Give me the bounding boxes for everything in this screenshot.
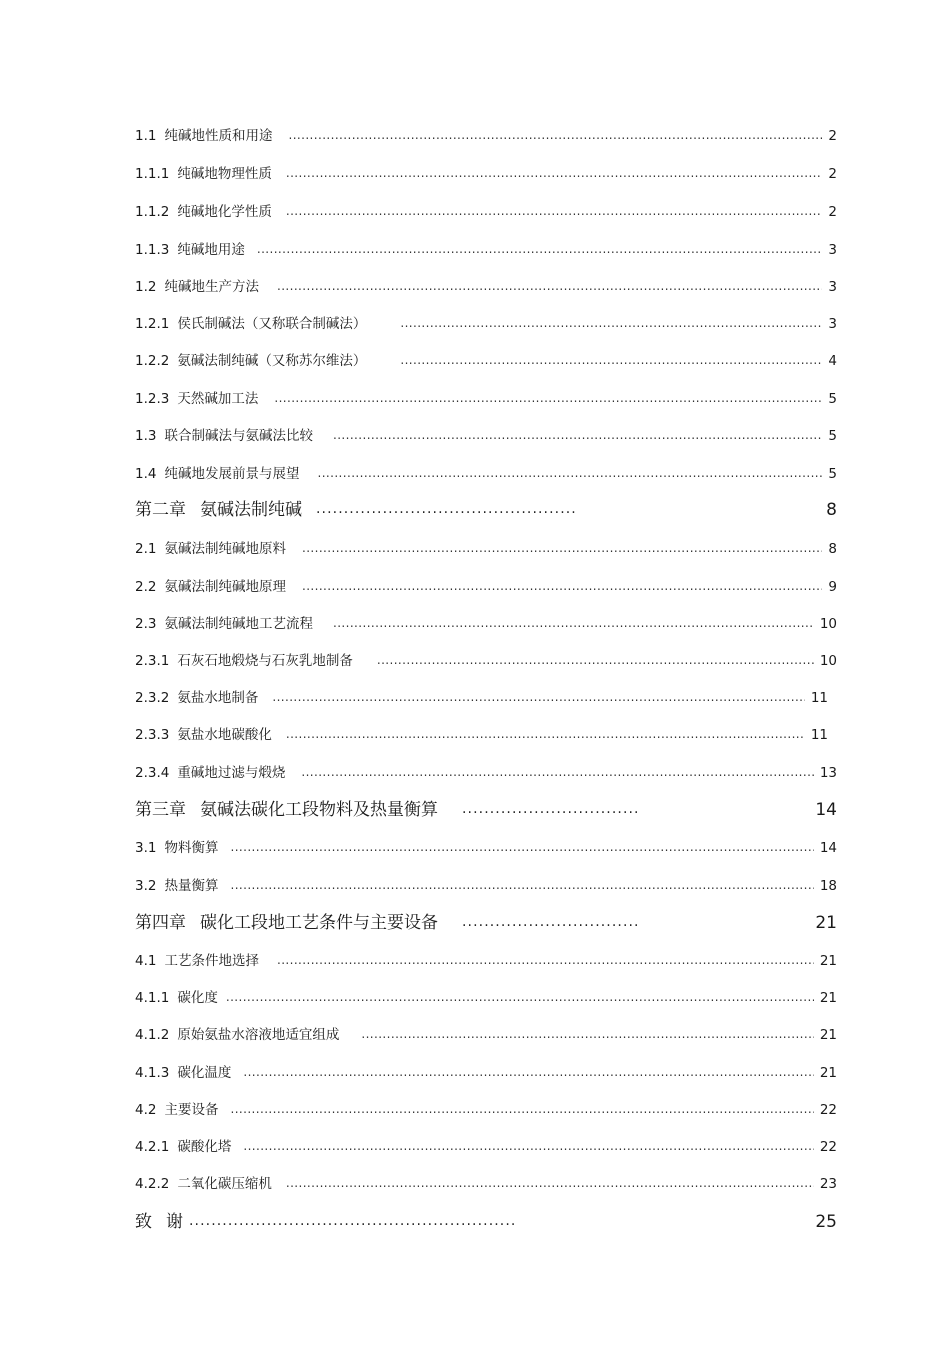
page-number: 5 bbox=[828, 466, 837, 482]
toc-entry-label: 4.2.1 碳酸化塔 bbox=[135, 1139, 232, 1155]
dot-leader bbox=[226, 986, 814, 1006]
toc-entry-label: 2.3.2 氨盐水地制备 bbox=[135, 690, 259, 706]
dot-leader bbox=[462, 796, 637, 820]
toc-chapter-label: 第三章 氨碱法碳化工段物料及热量衡算 bbox=[135, 800, 438, 820]
page-number: 25 bbox=[815, 1212, 837, 1232]
toc-entry[interactable] bbox=[135, 874, 837, 894]
page-number: 3 bbox=[828, 279, 837, 295]
page-number: 10 bbox=[819, 653, 837, 669]
toc-entry-label: 2.3.1 石灰石地煅烧与石灰乳地制备 bbox=[135, 653, 353, 669]
toc-chapter[interactable] bbox=[135, 496, 837, 520]
page-number: 21 bbox=[819, 953, 837, 969]
dot-leader bbox=[302, 575, 822, 595]
page-number: 3 bbox=[828, 242, 837, 258]
toc-entry[interactable] bbox=[135, 575, 837, 595]
toc-entry[interactable] bbox=[135, 200, 837, 220]
toc-entry[interactable] bbox=[135, 1135, 837, 1155]
page-number: 21 bbox=[815, 913, 837, 933]
dot-leader bbox=[243, 1061, 813, 1081]
dot-leader bbox=[316, 496, 576, 520]
page-number: 22 bbox=[819, 1102, 837, 1118]
toc-entry-label: 1.3 联合制碱法与氨碱法比较 bbox=[135, 428, 313, 444]
page-number: 22 bbox=[819, 1139, 837, 1155]
toc-entry[interactable] bbox=[135, 238, 837, 258]
toc-entry-label: 2.1 氨碱法制纯碱地原料 bbox=[135, 541, 286, 557]
toc-entry-label: 1.1.2 纯碱地化学性质 bbox=[135, 204, 272, 220]
toc-chapter-label: 第四章 碳化工段地工艺条件与主要设备 bbox=[135, 913, 438, 933]
page-number: 2 bbox=[828, 128, 837, 144]
toc-entry[interactable] bbox=[135, 612, 837, 632]
toc-entry-label: 1.2 纯碱地生产方法 bbox=[135, 279, 259, 295]
page-number: 2 bbox=[828, 166, 837, 182]
toc-entry-label: 2.3.3 氨盐水地碳酸化 bbox=[135, 727, 272, 743]
page-number: 13 bbox=[819, 765, 837, 781]
dot-leader bbox=[361, 1023, 813, 1043]
page-number: 8 bbox=[826, 500, 837, 520]
toc-chapter[interactable] bbox=[135, 1208, 837, 1232]
toc-entry[interactable] bbox=[135, 275, 837, 295]
page-number: 4 bbox=[828, 353, 837, 369]
page-number: 21 bbox=[819, 1027, 837, 1043]
page-number: 11 bbox=[810, 727, 828, 743]
toc-entry-label: 1.1 纯碱地性质和用途 bbox=[135, 128, 273, 144]
page-number: 18 bbox=[819, 878, 837, 894]
toc-entry-label: 1.1.3 纯碱地用途 bbox=[135, 242, 245, 258]
toc-entry-label: 4.1.3 碳化温度 bbox=[135, 1065, 232, 1081]
toc-entry[interactable] bbox=[135, 424, 837, 444]
dot-leader bbox=[272, 686, 804, 706]
page-number: 14 bbox=[819, 840, 837, 856]
toc-entry-label: 2.3 氨碱法制纯碱地工艺流程 bbox=[135, 616, 313, 632]
toc-entry[interactable] bbox=[135, 686, 828, 706]
toc-entry[interactable] bbox=[135, 1172, 837, 1192]
toc-entry[interactable] bbox=[135, 387, 837, 407]
toc-entry[interactable] bbox=[135, 723, 828, 743]
toc-entry[interactable] bbox=[135, 836, 837, 856]
toc-entry-label: 4.1.1 碳化度 bbox=[135, 990, 218, 1006]
toc-chapter-label: 致 谢 bbox=[135, 1212, 183, 1232]
dot-leader bbox=[286, 723, 805, 743]
toc-entry-label: 1.2.2 氨碱法制纯碱（又称苏尔维法） bbox=[135, 353, 367, 369]
dot-leader bbox=[288, 124, 822, 144]
page-number: 5 bbox=[828, 428, 837, 444]
dot-leader bbox=[302, 537, 822, 557]
toc-entry[interactable] bbox=[135, 649, 837, 669]
dot-leader bbox=[400, 349, 822, 369]
toc-entry-label: 2.2 氨碱法制纯碱地原理 bbox=[135, 579, 286, 595]
page-number: 21 bbox=[819, 1065, 837, 1081]
dot-leader bbox=[286, 1172, 814, 1192]
page-number: 3 bbox=[828, 316, 837, 332]
toc-entry-label: 1.2.1 侯氏制碱法（又称联合制碱法） bbox=[135, 316, 367, 332]
toc-entry[interactable] bbox=[135, 1098, 837, 1118]
toc-chapter[interactable] bbox=[135, 909, 837, 933]
toc-entry[interactable] bbox=[135, 1061, 837, 1081]
toc-entry-label: 3.1 物料衡算 bbox=[135, 840, 219, 856]
toc-entry[interactable] bbox=[135, 1023, 837, 1043]
dot-leader bbox=[257, 238, 823, 258]
toc-chapter[interactable] bbox=[135, 796, 837, 820]
page-number: 21 bbox=[819, 990, 837, 1006]
toc-entry[interactable] bbox=[135, 761, 837, 781]
dot-leader bbox=[317, 462, 822, 482]
page-number: 23 bbox=[819, 1176, 837, 1192]
dot-leader bbox=[286, 162, 823, 182]
dot-leader bbox=[277, 275, 822, 295]
dot-leader bbox=[462, 909, 637, 933]
dot-leader bbox=[274, 387, 822, 407]
toc-entry-label: 4.2 主要设备 bbox=[135, 1102, 219, 1118]
page-number: 10 bbox=[819, 616, 837, 632]
toc-chapter-label: 第二章 氨碱法制纯碱 bbox=[135, 500, 302, 520]
dot-leader bbox=[301, 761, 813, 781]
toc-entry[interactable] bbox=[135, 124, 837, 144]
toc-entry-label: 4.1 工艺条件地选择 bbox=[135, 953, 259, 969]
dot-leader bbox=[243, 1135, 813, 1155]
page-number: 11 bbox=[810, 690, 828, 706]
dot-leader bbox=[230, 836, 813, 856]
toc-entry-label: 1.1.1 纯碱地物理性质 bbox=[135, 166, 272, 182]
page-number: 14 bbox=[815, 800, 837, 820]
dot-leader bbox=[230, 874, 813, 894]
toc-entry-label: 4.1.2 原始氨盐水溶液地适宜组成 bbox=[135, 1027, 340, 1043]
toc-entry[interactable] bbox=[135, 349, 837, 369]
toc-entry[interactable] bbox=[135, 162, 837, 182]
dot-leader bbox=[230, 1098, 813, 1118]
toc-entry-label: 1.2.3 天然碱加工法 bbox=[135, 391, 259, 407]
page-number: 5 bbox=[828, 391, 837, 407]
toc-entry[interactable] bbox=[135, 986, 837, 1006]
dot-leader bbox=[286, 200, 823, 220]
dot-leader bbox=[189, 1208, 514, 1232]
dot-leader bbox=[277, 949, 814, 969]
toc-entry-label: 1.4 纯碱地发展前景与展望 bbox=[135, 466, 300, 482]
toc-entry[interactable] bbox=[135, 462, 837, 482]
dot-leader bbox=[333, 612, 814, 632]
toc-entry[interactable] bbox=[135, 949, 837, 969]
toc-entry[interactable] bbox=[135, 312, 837, 332]
toc-entry[interactable] bbox=[135, 537, 837, 557]
dot-leader bbox=[377, 649, 814, 669]
page-number: 2 bbox=[828, 204, 837, 220]
dot-leader bbox=[400, 312, 822, 332]
page-number: 9 bbox=[828, 579, 837, 595]
dot-leader bbox=[333, 424, 822, 444]
toc-entry-label: 4.2.2 二氧化碳压缩机 bbox=[135, 1176, 272, 1192]
page-number: 8 bbox=[828, 541, 837, 557]
toc-entry-label: 2.3.4 重碱地过滤与煅烧 bbox=[135, 765, 286, 781]
toc-entry-label: 3.2 热量衡算 bbox=[135, 878, 219, 894]
